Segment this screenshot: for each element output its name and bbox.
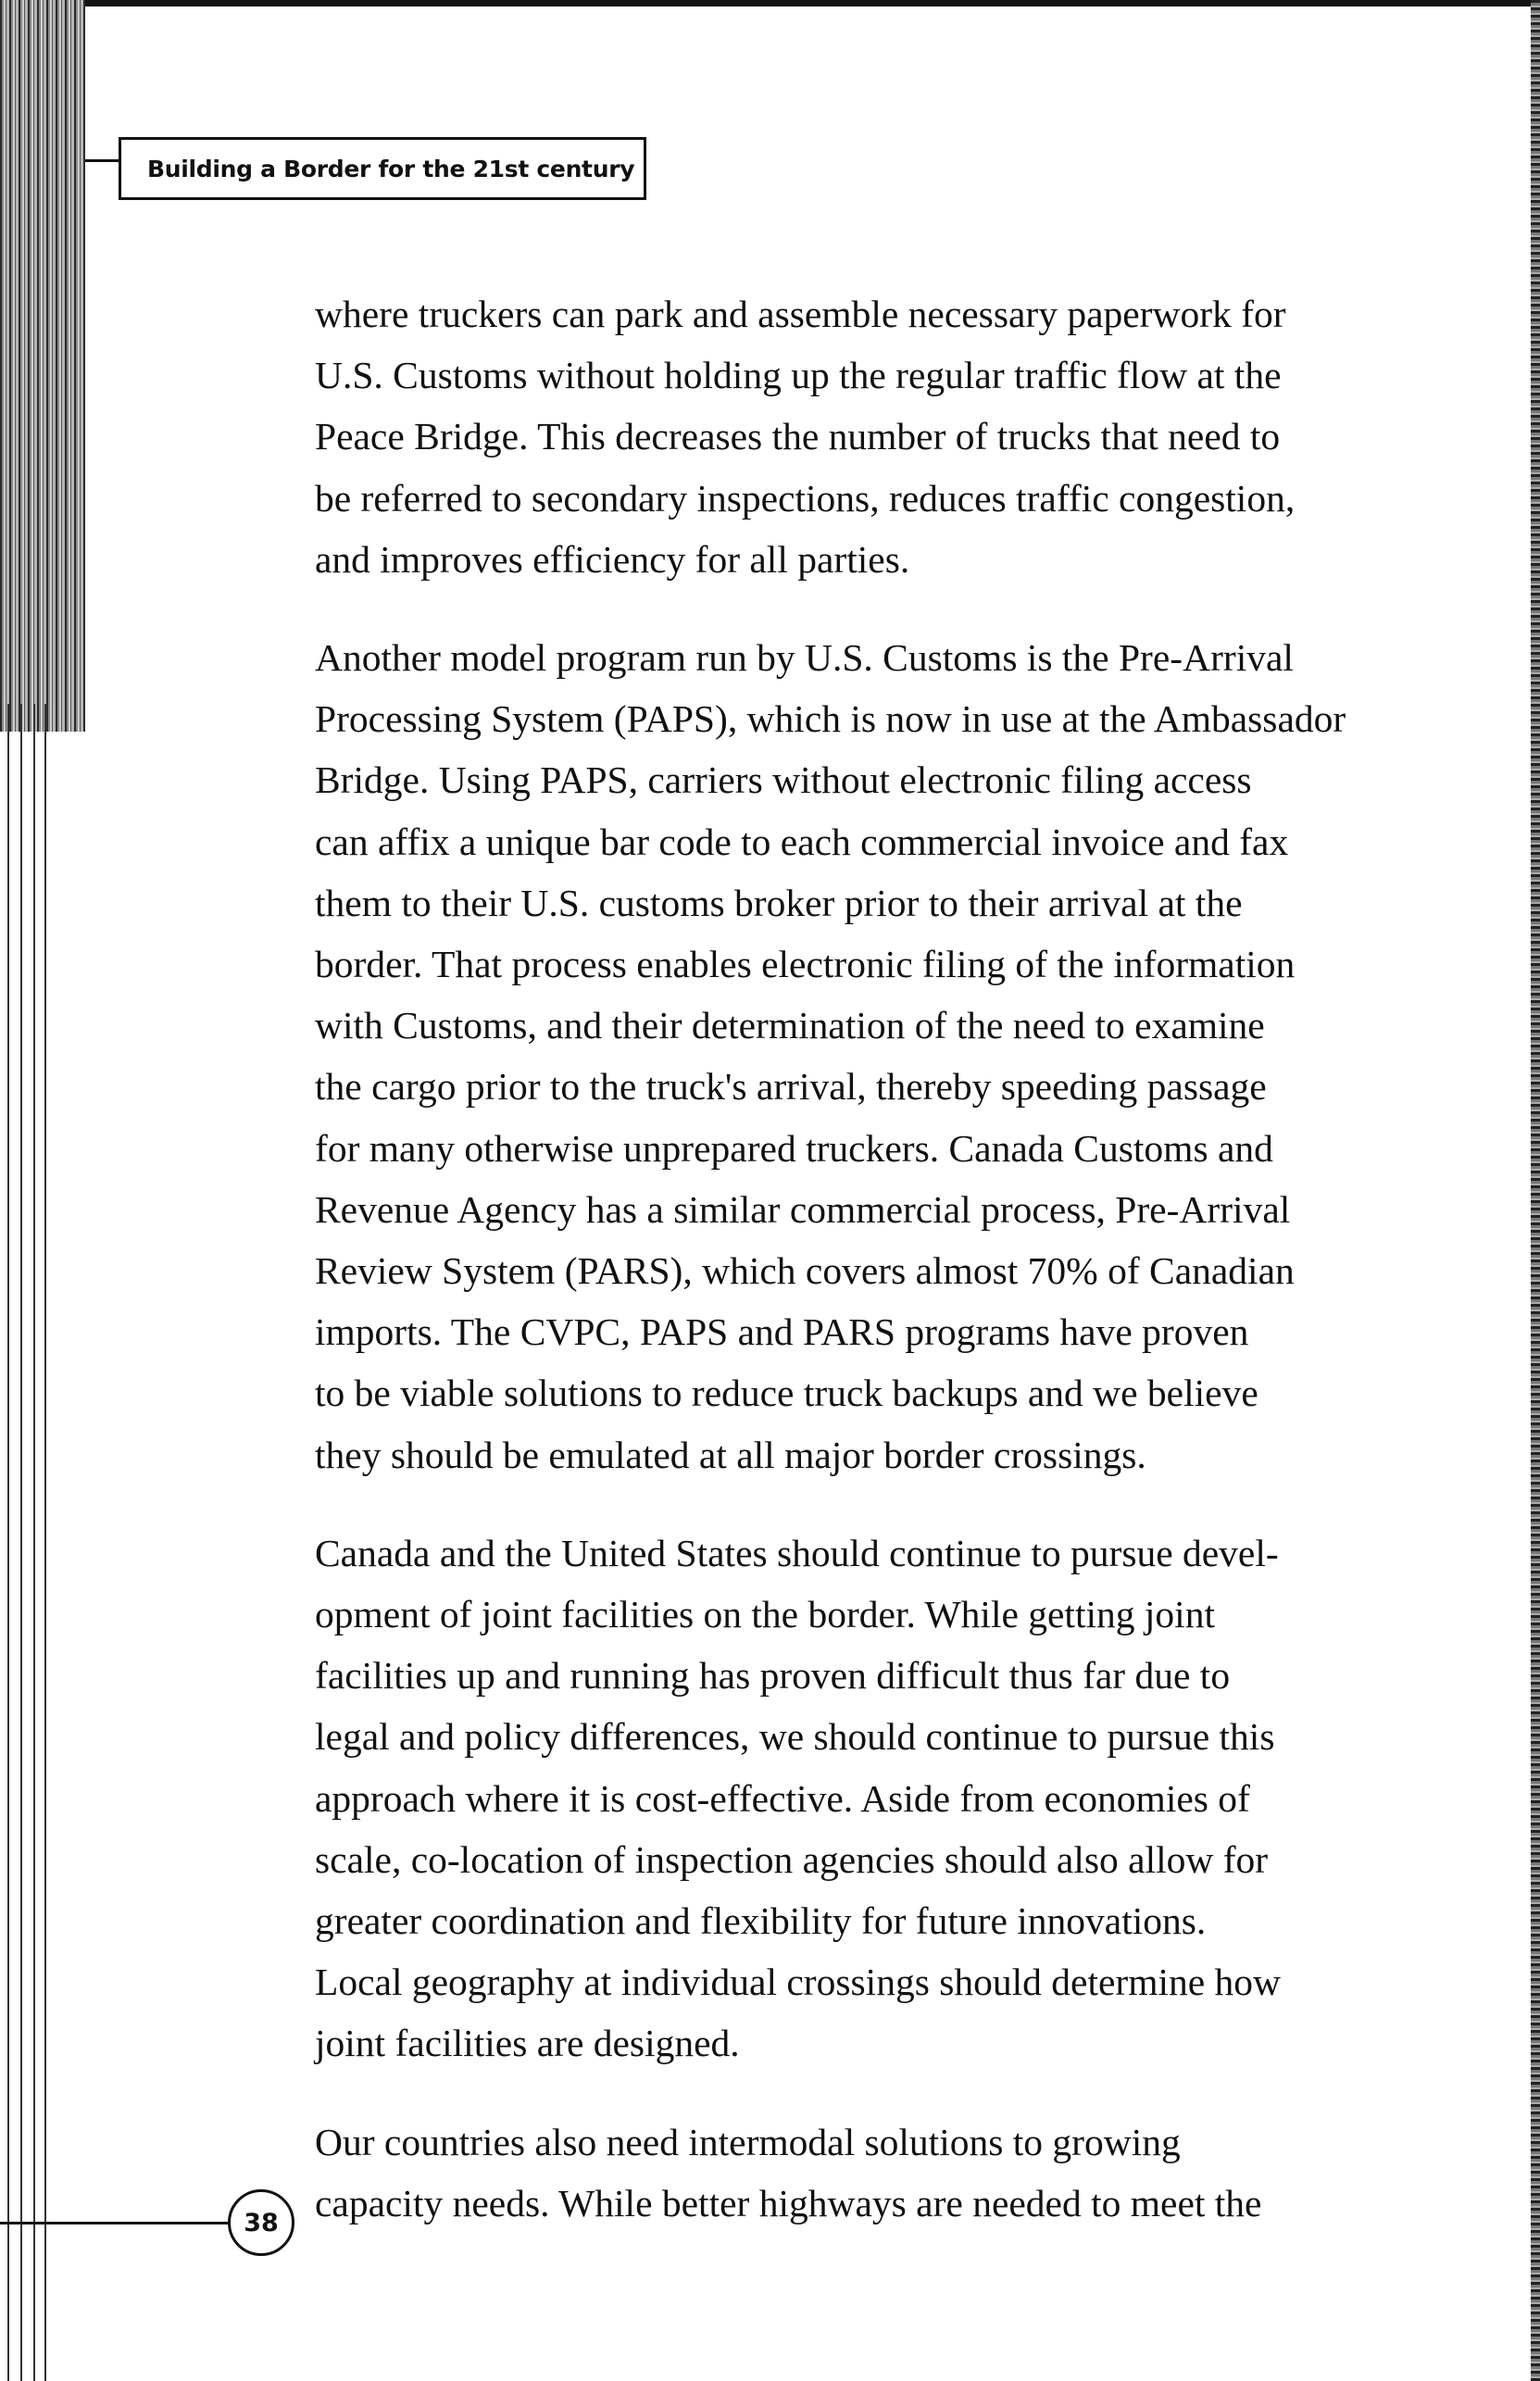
text-line: for many otherwise unprepared truckers. Canada Customs and [315,1126,1273,1170]
left-margin-lines [0,704,56,2381]
text-line: greater coordination and flexibility for future innovations. [315,1899,1207,1943]
paragraph [315,627,1426,1485]
text-line: can affix a unique bar code to each commercial invoice and fax [315,820,1289,863]
page-number-badge [228,2189,294,2256]
text-line: Review System (PARS), which covers almost 70% of Canadian [315,1249,1295,1293]
text-line: Revenue Agency has a similar commercial process, Pre-Arrival [315,1187,1291,1231]
text-line: opment of joint facilities on the border. While getting joint [315,1593,1215,1636]
text-line: be referred to secondary inspections, reduces traffic congestion, [315,476,1296,520]
text-line: scale, co-location of inspection agencies should also allow for [315,1837,1269,1881]
text-line: border. That process enables electronic filing of the information [315,943,1296,986]
top-border-rule [0,0,1540,6]
text-line: joint facilities are designed. [315,2022,740,2065]
text-line: and improves efficiency for all parties. [315,537,910,581]
text-line: imports. The CVPC, PAPS and PARS programs have proven [315,1310,1249,1354]
paragraph [315,283,1426,590]
text-line: approach where it is cost-effective. Aside from economies of [315,1776,1250,1820]
right-page-edge [1531,0,1540,2381]
text-line: Bridge. Using PAPS, carriers without electronic filing access [315,758,1252,802]
text-line: capacity needs. While better highways are needed to meet the [315,2181,1262,2224]
text-line: facilities up and running has proven difficult thus far due to [315,1654,1231,1698]
header-connector-line [85,159,119,162]
running-header [119,137,646,200]
text-line: to be viable solutions to reduce truck backups and we believe [315,1372,1258,1415]
text-line: Canada and the United States should continue to pursue devel- [315,1531,1279,1574]
text-line: with Customs, and their determination of the need to examine [315,1004,1265,1047]
text-line: Another model program run by U.S. Customs is the Pre-Arrival [315,636,1294,680]
footer-rule [0,2222,230,2224]
left-margin-binding-strip [0,0,85,732]
text-line: legal and policy differences, we should continue to pursue this [315,1715,1275,1759]
text-line: Peace Bridge. This decreases the number of trucks that need to [315,415,1281,458]
text-line: Our countries also need intermodal solutions to growing [315,2120,1181,2163]
paragraph [315,2112,1426,2234]
running-header-title: Building a Border for the 21st century [147,155,635,182]
paragraph [315,1523,1426,2074]
body-text [315,283,1426,2234]
text-line: where truckers can park and assemble necessary paperwork for [315,293,1286,335]
text-line: Processing System (PAPS), which is now in use at the Ambassador [315,697,1346,741]
text-line: Local geography at individual crossings should determine how [315,1961,1282,2004]
text-line: them to their U.S. customs broker prior to their arrival at the [315,881,1243,924]
text-line: they should be emulated at all major border crossings. [315,1433,1146,1476]
text-line: U.S. Customs without holding up the regular traffic flow at the [315,354,1282,397]
page-number: 38 [244,2208,279,2237]
text-line: the cargo prior to the truck's arrival, thereby speeding passage [315,1065,1267,1109]
